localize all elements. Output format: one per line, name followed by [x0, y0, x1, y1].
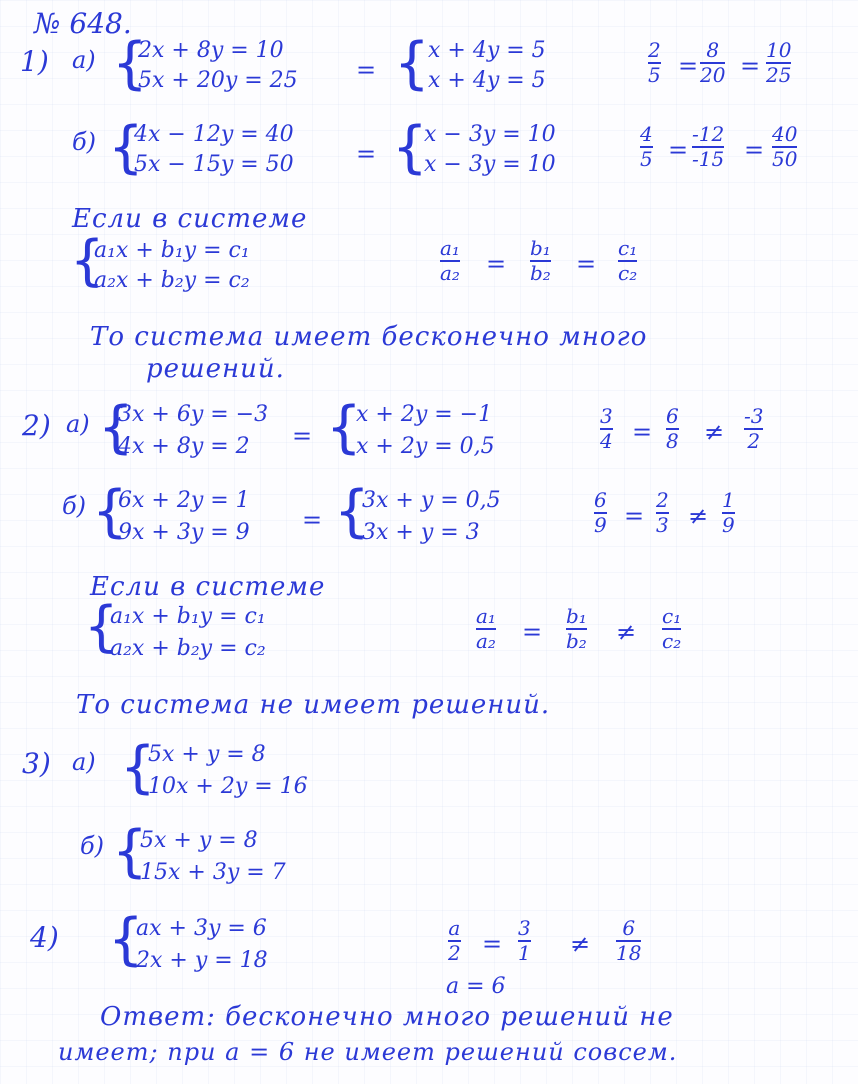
rule-2-ratio-b: b₁ b₂: [566, 604, 587, 653]
section-1-number: 1): [20, 45, 49, 78]
eq-1a-2: 5x + 20y = 25: [138, 68, 298, 93]
equals-2b: =: [302, 506, 323, 534]
equals-1a: =: [356, 56, 377, 84]
ratio-2b-3: 1 9: [722, 488, 735, 537]
eq-3a-1: 5x + y = 8: [148, 742, 266, 767]
simp-2b-1: 3x + y = 0,5: [362, 488, 501, 513]
eq-1a-1: 2x + 8y = 10: [138, 38, 284, 63]
equals-1b: =: [356, 140, 377, 168]
brace-rule-1: {: [70, 229, 105, 292]
simp-1a-2: x + 4y = 5: [428, 68, 546, 93]
simp-1b-1: x − 3y = 10: [424, 122, 556, 147]
ratio-4-2: 3 1: [518, 916, 531, 965]
brace-1b-left: {: [108, 115, 144, 180]
section-3a-label: а): [72, 748, 96, 776]
rule-2-conclusion: То система не имеет решений.: [76, 690, 551, 720]
ratio-2a-2: 6 8: [666, 404, 679, 453]
rule-1-intro: Если в системе: [72, 204, 308, 234]
brace-3a: {: [120, 735, 156, 800]
rel-4-1: =: [482, 930, 503, 958]
rule-2-ratio-c: c₁ c₂: [662, 604, 682, 653]
ratio-1b-2: -12 -15: [692, 122, 725, 171]
rule-1-conclusion-line-2: решений.: [146, 354, 285, 384]
rule-2-rel-1: =: [522, 618, 543, 646]
eq-2b-1: 6x + 2y = 1: [118, 488, 250, 513]
rule-2-rel-2: ≠: [616, 618, 637, 646]
rule-1-ratio-b: b₁ b₂: [530, 236, 551, 285]
rule-1-rel-2: =: [576, 250, 597, 278]
rel-2a-1: =: [632, 418, 653, 446]
section-3-number: 3): [22, 747, 51, 780]
rule-2-eq-2: a₂x + b₂y = c₂: [110, 636, 266, 661]
rule-1-eq-2: a₂x + b₂y = c₂: [94, 268, 250, 293]
simp-1a-1: x + 4y = 5: [428, 38, 546, 63]
brace-1a-left: {: [112, 31, 148, 96]
exercise-number: № 648.: [34, 7, 132, 40]
eq-4-2: 2x + y = 18: [136, 948, 268, 973]
eq-2b-2: 9x + 3y = 9: [118, 520, 250, 545]
eq-2a-1: 3x + 6y = −3: [118, 402, 269, 427]
answer-line-1: Ответ: бесконечно много решений не: [100, 1002, 674, 1032]
rel-2b-2: ≠: [688, 502, 709, 530]
rel-2a-2: ≠: [704, 418, 725, 446]
brace-rule-2: {: [84, 595, 119, 658]
section-2b-label: б): [62, 492, 87, 520]
eq-2a-2: 4x + 8y = 2: [118, 434, 250, 459]
rule-1-eq-1: a₁x + b₁y = c₁: [94, 238, 250, 263]
eq-3b-2: 15x + 3y = 7: [140, 860, 286, 885]
eq-4-1: ax + 3y = 6: [136, 916, 267, 941]
section-2a-label: а): [66, 410, 90, 438]
brace-3b: {: [112, 819, 148, 884]
brace-2a-right: {: [326, 395, 362, 460]
ratio-1b-1: 4 5: [640, 122, 653, 171]
section-4-number: 4): [30, 921, 59, 954]
brace-2a-left: {: [98, 395, 134, 460]
rel-4-2: ≠: [570, 930, 591, 958]
rel-1a-2: =: [740, 52, 761, 80]
rule-2-eq-1: a₁x + b₁y = c₁: [110, 604, 266, 629]
rule-1-ratio-c: c₁ c₂: [618, 236, 638, 285]
rule-1-conclusion-line-1: То система имеет бесконечно много: [90, 322, 648, 352]
brace-2b-right: {: [334, 479, 370, 544]
rule-1-rel-1: =: [486, 250, 507, 278]
rel-1a-1: =: [678, 52, 699, 80]
rule-2-intro: Если в системе: [90, 572, 326, 602]
section-3b-label: б): [80, 832, 105, 860]
brace-4: {: [108, 907, 144, 972]
rel-1b-2: =: [744, 136, 765, 164]
equals-2a: =: [292, 422, 313, 450]
rule-1-ratio-a: a₁ a₂: [440, 236, 460, 285]
eq-1b-2: 5x − 15y = 50: [134, 152, 294, 177]
ratio-1a-3: 10 25: [766, 38, 792, 87]
ratio-1a-2: 8 20: [700, 38, 726, 87]
simp-1b-2: x − 3y = 10: [424, 152, 556, 177]
section-2-number: 2): [22, 409, 51, 442]
simp-2b-2: 3x + y = 3: [362, 520, 480, 545]
ratio-2b-1: 6 9: [594, 488, 607, 537]
ratio-1a-1: 2 5: [648, 38, 661, 87]
brace-1a-right: {: [394, 31, 430, 96]
brace-1b-right: {: [392, 115, 428, 180]
ratio-1b-3: 40 50: [772, 122, 798, 171]
section-4-result: a = 6: [446, 974, 506, 999]
eq-3a-2: 10x + 2y = 16: [148, 774, 308, 799]
rel-1b-1: =: [668, 136, 689, 164]
rule-2-ratio-a: a₁ a₂: [476, 604, 496, 653]
ratio-2a-1: 3 4: [600, 404, 613, 453]
section-1a-label: а): [72, 46, 96, 74]
ratio-2a-3: -3 2: [744, 404, 764, 453]
eq-3b-1: 5x + y = 8: [140, 828, 258, 853]
rel-2b-1: =: [624, 502, 645, 530]
simp-2a-2: x + 2y = 0,5: [356, 434, 495, 459]
eq-1b-1: 4x − 12y = 40: [134, 122, 294, 147]
simp-2a-1: x + 2y = −1: [356, 402, 493, 427]
section-1b-label: б): [72, 128, 97, 156]
answer-line-2: имеет; при a = 6 не имеет решений совсем.: [58, 1038, 678, 1066]
ratio-2b-2: 2 3: [656, 488, 669, 537]
brace-2b-left: {: [92, 479, 128, 544]
ratio-4-1: a 2: [448, 916, 461, 965]
ratio-4-3: 6 18: [616, 916, 642, 965]
